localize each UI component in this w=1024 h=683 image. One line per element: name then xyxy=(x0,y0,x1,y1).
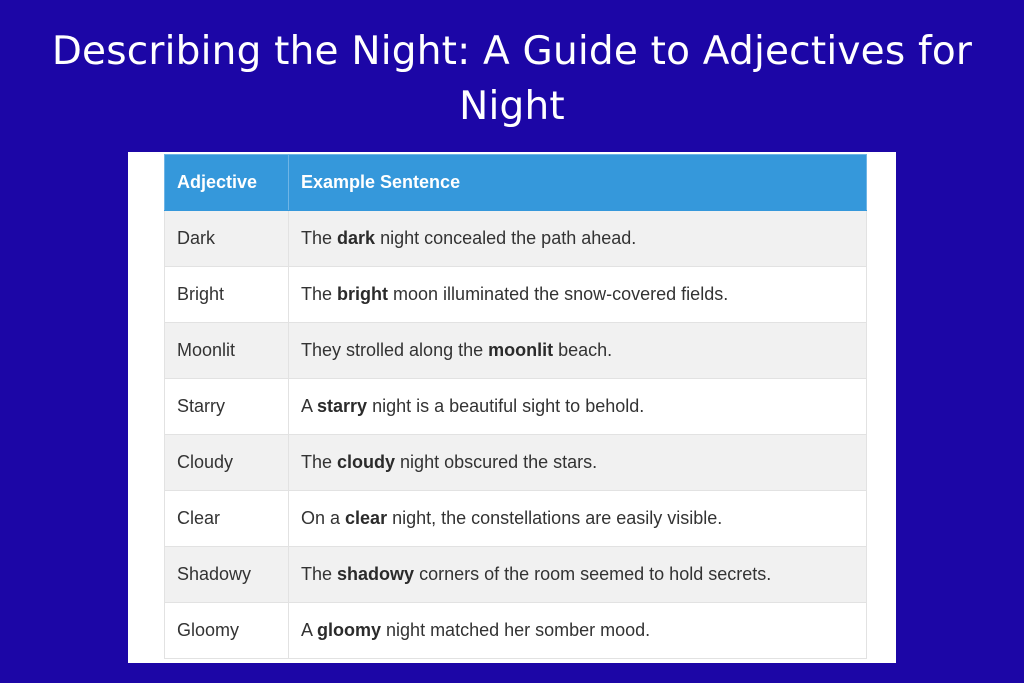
adjective-cell: Clear xyxy=(165,491,289,547)
table-row xyxy=(165,323,867,379)
sentence-adjective-bold: shadowy xyxy=(337,564,415,584)
example-sentence-cell xyxy=(289,267,867,323)
table-card xyxy=(128,152,896,663)
sentence-adjective-bold: cloudy xyxy=(337,452,396,472)
table-row xyxy=(165,603,867,659)
page-title: Describing the Night: A Guide to Adjectives for Night xyxy=(51,29,973,129)
sentence-adjective-bold: clear xyxy=(345,508,388,528)
sentence-text-after: moon illuminated the snow-covered fields. xyxy=(388,284,729,304)
adjective-cell: Dark xyxy=(165,211,289,267)
adjective-cell: Moonlit xyxy=(165,323,289,379)
sentence-text-before: The xyxy=(301,284,338,304)
sentence-text-before: A xyxy=(301,620,318,640)
sentence-adjective-bold: moonlit xyxy=(488,340,554,360)
sentence-text-after: night concealed the path ahead. xyxy=(375,228,637,248)
sentence-text-before: A xyxy=(301,396,318,416)
header-adjective: Adjective xyxy=(165,155,289,211)
example-sentence-cell xyxy=(289,491,867,547)
sentence-text-after: night obscured the stars. xyxy=(395,452,598,472)
example-sentence-cell xyxy=(289,435,867,491)
sentence-text-before: On a xyxy=(301,508,346,528)
sentence-text-before: They strolled along the xyxy=(301,340,489,360)
table-row xyxy=(165,379,867,435)
sentence-text-after: night is a beautiful sight to behold. xyxy=(367,396,645,416)
sentence-text-after: night matched her somber mood. xyxy=(381,620,651,640)
sentence-text-before: The xyxy=(301,452,338,472)
example-sentence-cell xyxy=(289,547,867,603)
table-row xyxy=(165,547,867,603)
table-row xyxy=(165,267,867,323)
sentence-adjective-bold: starry xyxy=(317,396,368,416)
table-row xyxy=(165,435,867,491)
example-sentence-cell xyxy=(289,603,867,659)
header-example-sentence: Example Sentence xyxy=(289,155,867,211)
adjective-cell: Bright xyxy=(165,267,289,323)
table-body xyxy=(165,211,867,659)
adjective-cell: Gloomy xyxy=(165,603,289,659)
table-row xyxy=(165,491,867,547)
adjective-cell: Starry xyxy=(165,379,289,435)
example-sentence-cell xyxy=(289,379,867,435)
sentence-text-after: night, the constellations are easily visible. xyxy=(387,508,723,528)
sentence-text-after: corners of the room seemed to hold secrets. xyxy=(414,564,772,584)
adjective-cell: Shadowy xyxy=(165,547,289,603)
sentence-adjective-bold: bright xyxy=(337,284,389,304)
table-header-row xyxy=(165,155,867,211)
sentence-text-before: The xyxy=(301,564,338,584)
sentence-adjective-bold: gloomy xyxy=(317,620,382,640)
sentence-text-after: beach. xyxy=(553,340,613,360)
sentence-adjective-bold: dark xyxy=(337,228,376,248)
example-sentence-cell xyxy=(289,211,867,267)
sentence-text-before: The xyxy=(301,228,338,248)
example-sentence-cell xyxy=(289,323,867,379)
table-row xyxy=(165,211,867,267)
adjectives-table xyxy=(164,154,867,659)
adjective-cell: Cloudy xyxy=(165,435,289,491)
